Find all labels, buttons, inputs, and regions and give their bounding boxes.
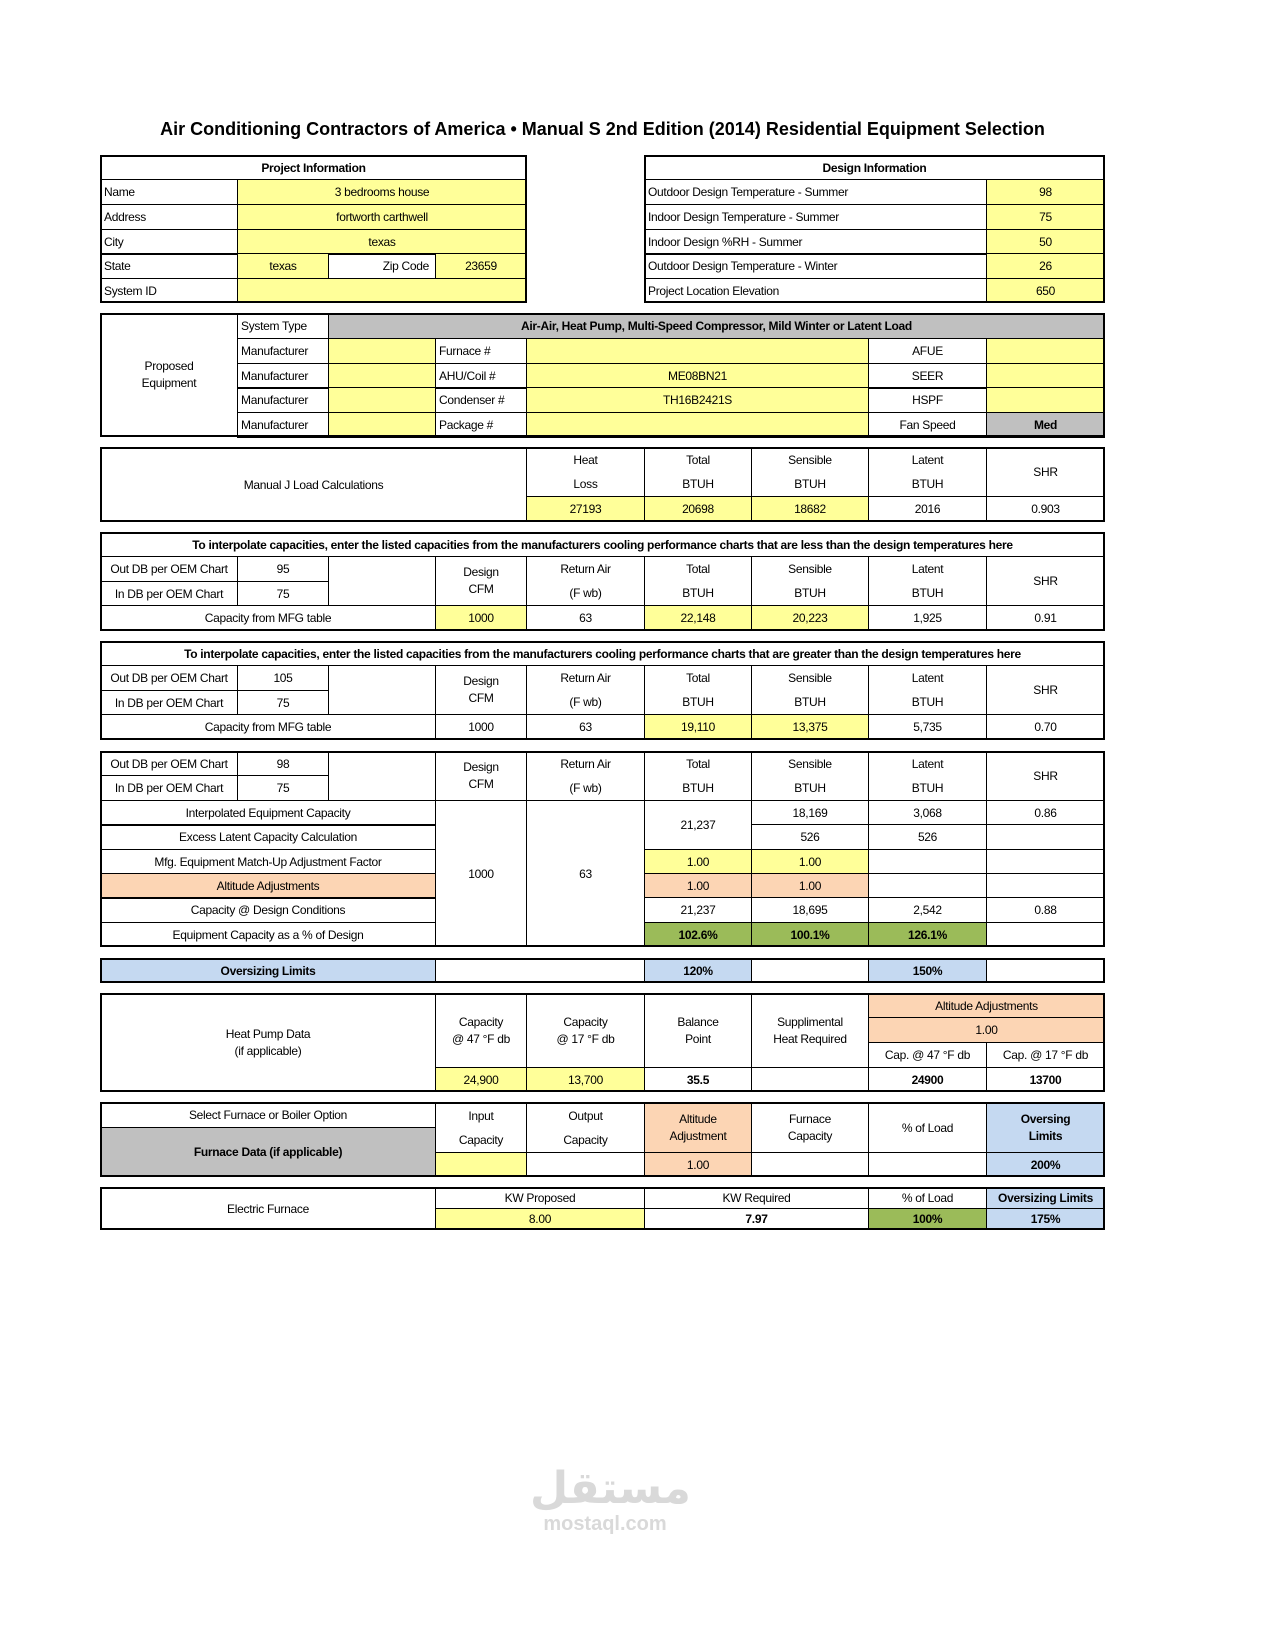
- oversizing-latent: 150%: [868, 958, 987, 983]
- manufacturer-field[interactable]: [328, 363, 436, 389]
- out-db-label: Out DB per OEM Chart: [100, 751, 238, 776]
- design-row-value[interactable]: 650: [986, 278, 1105, 303]
- condenser-field[interactable]: TH16B2421S: [526, 387, 869, 413]
- design-row-value[interactable]: 26: [986, 253, 1105, 279]
- system-id-field[interactable]: [237, 278, 527, 303]
- supplemental-heat-value: [751, 1067, 869, 1092]
- blank-cell: [986, 824, 1105, 850]
- return-air-value: 63: [526, 714, 645, 740]
- sensible-btuh-field[interactable]: 18682: [751, 496, 869, 522]
- furnace-field[interactable]: [526, 338, 869, 364]
- matchup-sensible-field[interactable]: 1.00: [751, 849, 869, 874]
- heat-pump-header-supp: Supplimental Heat Required: [751, 993, 869, 1068]
- heat-loss-field[interactable]: 27193: [526, 496, 645, 522]
- furnace-output-header: Output Capacity: [526, 1102, 645, 1153]
- blank-cell: [986, 922, 1105, 947]
- name-label: Name: [100, 179, 238, 205]
- cfm-value[interactable]: 1000: [435, 714, 527, 740]
- electric-furnace-label: Electric Furnace: [100, 1187, 436, 1230]
- furnace-output-value: [526, 1152, 645, 1177]
- project-info-header: Project Information: [100, 155, 527, 180]
- total-header: Total BTUH: [644, 556, 752, 606]
- city-field[interactable]: texas: [237, 229, 527, 255]
- package-field[interactable]: [526, 412, 869, 438]
- blank-cell: [986, 849, 1105, 874]
- total-btuh-field[interactable]: 20698: [644, 496, 752, 522]
- heat-pump-label: Heat Pump Data (if applicable): [100, 993, 436, 1092]
- furnace-label: Furnace #: [435, 338, 527, 364]
- return-air-value: 63: [526, 605, 645, 631]
- afue-label: AFUE: [868, 338, 987, 364]
- manufacturer-label: Manufacturer: [237, 363, 329, 389]
- out-db-value[interactable]: 105: [237, 665, 329, 691]
- design-row-value[interactable]: 50: [986, 229, 1105, 255]
- altitude-adjustments-header: Altitude Adjustments: [868, 993, 1105, 1018]
- watermark-latin: mostaql.com: [543, 1513, 667, 1535]
- capacity-mfg-label: Capacity from MFG table: [100, 714, 436, 740]
- system-type-select[interactable]: Air-Air, Heat Pump, Multi-Speed Compressor, Mild Winter or Latent Load: [328, 313, 1105, 339]
- city-label: City: [100, 229, 238, 255]
- latent-value: 5,735: [868, 714, 987, 740]
- design-sensible: 18,695: [751, 897, 869, 923]
- interpolated-shr: 0.86: [986, 800, 1105, 825]
- total-header: Total BTUH: [644, 665, 752, 715]
- balance-point-value: 35.5: [644, 1067, 752, 1092]
- furnace-capacity-value: [751, 1152, 869, 1177]
- furnace-limits-value: 200%: [986, 1152, 1105, 1177]
- kw-required-header: KW Required: [644, 1187, 869, 1209]
- design-row-label: Indoor Design %RH - Summer: [644, 229, 987, 255]
- mostaql-watermark-logo: [530, 1463, 691, 1536]
- ahu-label: AHU/Coil #: [435, 363, 527, 389]
- shr-header: SHR: [986, 556, 1105, 606]
- sensible-value[interactable]: 13,375: [751, 714, 869, 740]
- design-row-label: Capacity @ Design Conditions: [100, 897, 436, 923]
- system-type-label: System Type: [237, 313, 329, 339]
- blank-cell: [435, 958, 645, 983]
- in-db-label: In DB per OEM Chart: [100, 690, 238, 715]
- blank-cell: [868, 873, 987, 898]
- blank-cell: [986, 958, 1105, 983]
- design-row-value[interactable]: 75: [986, 204, 1105, 230]
- manual-j-header-shr: SHR: [986, 447, 1105, 497]
- altitude-sensible: 1.00: [751, 873, 869, 898]
- shr-value: 0.903: [986, 496, 1105, 522]
- furnace-altitude-header: Altitude Adjustment: [644, 1102, 752, 1153]
- blank-cell: [328, 556, 436, 606]
- percent-row-label: Equipment Capacity as a % of Design: [100, 922, 436, 947]
- ahu-field[interactable]: ME08BN21: [526, 363, 869, 389]
- design-cfm-header: Design CFM: [435, 751, 527, 801]
- zip-label: Zip Code: [328, 253, 436, 279]
- out-db-label: Out DB per OEM Chart: [100, 556, 238, 582]
- furnace-select-dropdown[interactable]: Select Furnace or Boiler Option: [100, 1102, 436, 1128]
- adj-cap47-value: 24900: [868, 1067, 987, 1092]
- heat-pump-header-cap17: Capacity @ 17 °F db: [526, 993, 645, 1068]
- interpolation-header: To interpolate capacities, enter the listed capacities from the manufacturers cooling performance charts that are greater than the design temperatures here: [100, 641, 1105, 666]
- blank-cell: [328, 665, 436, 715]
- design-cfm-header: Design CFM: [435, 665, 527, 715]
- address-label: Address: [100, 204, 238, 230]
- manufacturer-label: Manufacturer: [237, 412, 329, 438]
- sensible-value[interactable]: 20,223: [751, 605, 869, 631]
- capacity-mfg-label: Capacity from MFG table: [100, 605, 436, 631]
- shr-header: SHR: [986, 751, 1105, 801]
- sensible-header: Sensible BTUH: [751, 556, 869, 606]
- manual-j-header-heat: Heat Loss: [526, 447, 645, 497]
- condenser-label: Condenser #: [435, 387, 527, 413]
- name-field[interactable]: 3 bedrooms house: [237, 179, 527, 205]
- address-field[interactable]: fortworth carthwell: [237, 204, 527, 230]
- furnace-altitude-value: 1.00: [644, 1152, 752, 1177]
- in-db-value: 75: [237, 775, 329, 801]
- blank-cell: [868, 849, 987, 874]
- zip-field[interactable]: 23659: [435, 253, 527, 279]
- manufacturer-label: Manufacturer: [237, 338, 329, 364]
- manual-j-label: Manual J Load Calculations: [100, 447, 527, 522]
- afue-field[interactable]: [986, 338, 1105, 364]
- seer-label: SEER: [868, 363, 987, 389]
- electric-limits-value: 175%: [986, 1208, 1105, 1230]
- return-air-header: Return Air (F wb): [526, 665, 645, 715]
- fan_speed-label: Fan Speed: [868, 412, 987, 438]
- sensible-header: Sensible BTUH: [751, 665, 869, 715]
- oversizing-limits-label: Oversizing Limits: [100, 958, 436, 983]
- hspf-label: HSPF: [868, 387, 987, 413]
- manufacturer-field[interactable]: [328, 338, 436, 364]
- design-row-label: Project Location Elevation: [644, 278, 987, 303]
- furnace-pct-header: % of Load: [868, 1102, 987, 1153]
- design-total: 21,237: [644, 897, 752, 923]
- altitude-adjustment-value: 1.00: [868, 1017, 1105, 1043]
- adj-cap47-header: Cap. @ 47 °F db: [868, 1042, 987, 1068]
- design-cfm-header: Design CFM: [435, 556, 527, 606]
- matchup-total-field[interactable]: 1.00: [644, 849, 752, 874]
- kw-proposed-header: KW Proposed: [435, 1187, 645, 1209]
- design-row-value[interactable]: 98: [986, 179, 1105, 205]
- interpolated-latent: 3,068: [868, 800, 987, 825]
- shr-header: SHR: [986, 665, 1105, 715]
- heat-pump-header-cap47: Capacity @ 47 °F db: [435, 993, 527, 1068]
- percent-sensible: 100.1%: [751, 922, 869, 947]
- in-db-value[interactable]: 75: [237, 690, 329, 715]
- latent-value: 1,925: [868, 605, 987, 631]
- in-db-label: In DB per OEM Chart: [100, 581, 238, 606]
- matchup-row-label: Mfg. Equipment Match-Up Adjustment Factor: [100, 849, 436, 875]
- seer-field[interactable]: [986, 363, 1105, 389]
- manual-j-header-latent: Latent BTUH: [868, 447, 987, 497]
- altitude-row-label: Altitude Adjustments: [100, 873, 436, 899]
- adj-cap17-value: 13700: [986, 1067, 1105, 1092]
- total-header: Total BTUH: [644, 751, 752, 801]
- excess-latent: 526: [868, 824, 987, 850]
- interpolation-header: To interpolate capacities, enter the listed capacities from the manufacturers cooling performance charts that are less than the design temperatures here: [100, 532, 1105, 557]
- furnace-limits-header: Oversing Limits: [986, 1102, 1105, 1153]
- latent-header: Latent BTUH: [868, 556, 987, 606]
- cap17-field[interactable]: 13,700: [526, 1067, 645, 1092]
- return-air-header: Return Air (F wb): [526, 751, 645, 801]
- percent-total: 102.6%: [644, 922, 752, 947]
- electric-pct-header: % of Load: [868, 1187, 987, 1209]
- in-db-label: In DB per OEM Chart: [100, 775, 238, 801]
- cfm-value: 1000: [435, 800, 527, 947]
- design-row-label: Indoor Design Temperature - Summer: [644, 204, 987, 230]
- manufacturer-field[interactable]: [328, 412, 436, 438]
- blank-cell: [986, 873, 1105, 898]
- latent-btuh-value: 2016: [868, 496, 987, 522]
- furnace-capacity-header: Furnace Capacity: [751, 1102, 869, 1153]
- page-title: Air Conditioning Contractors of America • Manual S 2nd Edition (2014) Residential Equipment Selection: [160, 119, 1045, 139]
- shr-value: 0.91: [986, 605, 1105, 631]
- design-info-header: Design Information: [644, 155, 1105, 180]
- design-row-label: Outdoor Design Temperature - Summer: [644, 179, 987, 205]
- watermark-arabic: مستقل: [530, 1463, 691, 1514]
- adj-cap17-header: Cap. @ 17 °F db: [986, 1042, 1105, 1068]
- out-db-label: Out DB per OEM Chart: [100, 665, 238, 691]
- out-db-value[interactable]: 95: [237, 556, 329, 582]
- fan_speed-field[interactable]: Med: [986, 412, 1105, 438]
- latent-header: Latent BTUH: [868, 665, 987, 715]
- package-label: Package #: [435, 412, 527, 438]
- excess-row-label: Excess Latent Capacity Calculation: [100, 824, 436, 850]
- furnace-input-header: Input Capacity: [435, 1102, 527, 1153]
- kw-required-value: 7.97: [644, 1208, 869, 1230]
- kw-proposed-field[interactable]: 8.00: [435, 1208, 645, 1230]
- electric-limits-header: Oversizing Limits: [986, 1187, 1105, 1209]
- manufacturer-label: Manufacturer: [237, 387, 329, 413]
- design-row-label: Outdoor Design Temperature - Winter: [644, 253, 987, 279]
- total-value[interactable]: 22,148: [644, 605, 752, 631]
- system-id-label: System ID: [100, 278, 238, 303]
- return-air-header: Return Air (F wb): [526, 556, 645, 606]
- hspf-field[interactable]: [986, 387, 1105, 413]
- heat-pump-header-balance: Balance Point: [644, 993, 752, 1068]
- latent-header: Latent BTUH: [868, 751, 987, 801]
- proposed-equipment-label: Proposed Equipment: [100, 313, 238, 437]
- shr-value: 0.70: [986, 714, 1105, 740]
- state-label: State: [100, 253, 238, 279]
- interpolated-total: 21,237: [644, 800, 752, 850]
- design-shr: 0.88: [986, 897, 1105, 923]
- excess-sensible: 526: [751, 824, 869, 850]
- manual-j-header-total: Total BTUH: [644, 447, 752, 497]
- furnace-input-field[interactable]: [435, 1152, 527, 1177]
- altitude-total: 1.00: [644, 873, 752, 898]
- in-db-value[interactable]: 75: [237, 581, 329, 606]
- oversizing-total: 120%: [644, 958, 752, 983]
- return-air-value: 63: [526, 800, 645, 947]
- furnace-pct-value: [868, 1152, 987, 1177]
- manufacturer-field[interactable]: [328, 387, 436, 413]
- sensible-header: Sensible BTUH: [751, 751, 869, 801]
- blank-cell: [328, 751, 436, 801]
- design-latent: 2,542: [868, 897, 987, 923]
- furnace-data-label: Furnace Data (if applicable): [100, 1127, 436, 1177]
- cap47-field[interactable]: 24,900: [435, 1067, 527, 1092]
- cfm-value[interactable]: 1000: [435, 605, 527, 631]
- blank-cell: [751, 958, 869, 983]
- state-field[interactable]: texas: [237, 253, 329, 279]
- manual-j-header-sensible: Sensible BTUH: [751, 447, 869, 497]
- interpolated-row-label: Interpolated Equipment Capacity: [100, 800, 436, 826]
- electric-pct-value: 100%: [868, 1208, 987, 1230]
- out-db-value: 98: [237, 751, 329, 776]
- interpolated-sensible: 18,169: [751, 800, 869, 825]
- percent-latent: 126.1%: [868, 922, 987, 947]
- total-value[interactable]: 19,110: [644, 714, 752, 740]
